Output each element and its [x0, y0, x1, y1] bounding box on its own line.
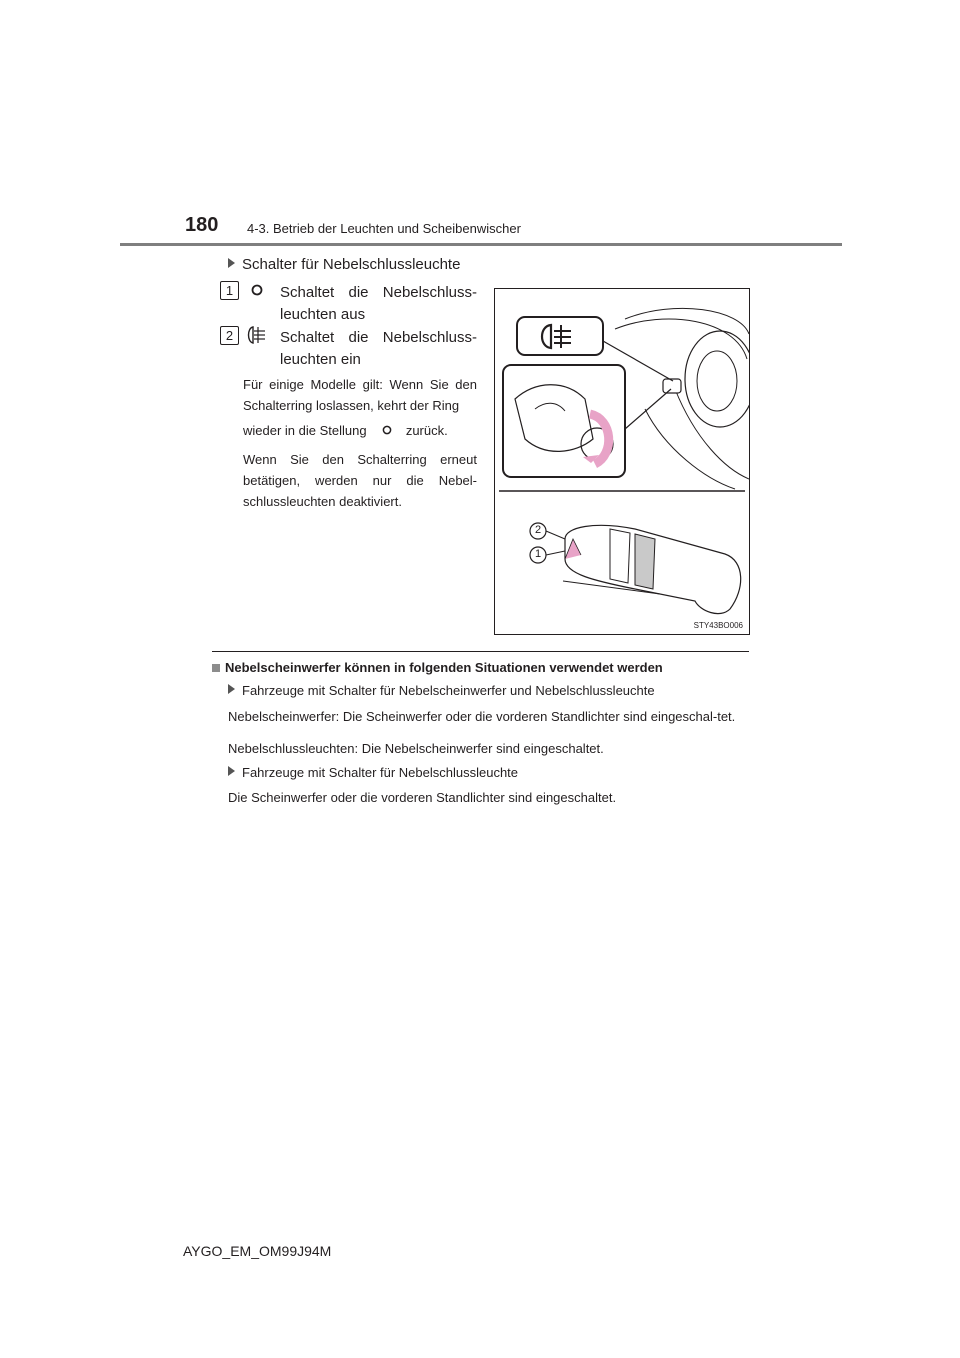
notes-sub-1: Fahrzeuge mit Schalter für Nebelscheinwerfer und Nebelschlussleuchte — [228, 683, 655, 698]
item-text-2: Schaltet die Nebelschluss-leuchten ein — [280, 329, 477, 368]
section-divider — [212, 651, 749, 652]
triangle-bullet-icon — [228, 684, 235, 694]
note-return-position: wieder in die Stellung zurück. — [243, 423, 448, 438]
section-title: 4-3. Betrieb der Leuchten und Scheibenwischer — [247, 221, 521, 236]
notes-heading: Nebelscheinwerfer können in folgenden Situationen verwendet werden — [212, 660, 663, 675]
bullet-heading: Schalter für Nebelschlussleuchte — [228, 256, 460, 273]
illustration-frame — [494, 288, 750, 635]
triangle-bullet-icon — [228, 766, 235, 776]
figure-label-1: 1 — [534, 548, 542, 560]
figure-code: STY43BO006 — [693, 621, 743, 630]
item-text-1: Schaltet die Nebelschluss-leuchten aus — [280, 284, 477, 323]
notes-paragraph-1b: Nebelschlussleuchten: Die Nebelscheinwerfer sind eingeschaltet. — [228, 741, 604, 756]
rear-fog-icon — [245, 325, 267, 345]
notes-paragraph-1a: Nebelscheinwerfer: Die Scheinwerfer oder die vorderen Standlichter sind eingeschal-tet. — [228, 709, 736, 724]
item-number-2: 2 — [220, 326, 239, 345]
note-press-again: Wenn Sie den Schalterring erneut betätigen, werden nur die Nebel-schlussleuchten deaktiviert. — [243, 452, 477, 509]
page-number: 180 — [185, 214, 219, 236]
note-release-ring: Für einige Modelle gilt: Wenn Sie den Schalterring loslassen, kehrt der Ring — [243, 377, 477, 413]
ring-off-icon — [250, 283, 264, 297]
ring-off-icon — [380, 424, 394, 436]
item-number-1: 1 — [220, 281, 239, 300]
triangle-bullet-icon — [228, 258, 235, 268]
document-code: AYGO_EM_OM99J94M — [183, 1243, 332, 1259]
square-bullet-icon — [212, 664, 220, 672]
notes-sub-2: Fahrzeuge mit Schalter für Nebelschlussleuchte — [228, 765, 518, 780]
figure-label-2: 2 — [534, 524, 542, 536]
header-rule — [120, 243, 842, 246]
fog-light-switch-illustration — [495, 289, 749, 634]
notes-paragraph-2: Die Scheinwerfer oder die vorderen Standlichter sind eingeschaltet. — [228, 790, 617, 805]
